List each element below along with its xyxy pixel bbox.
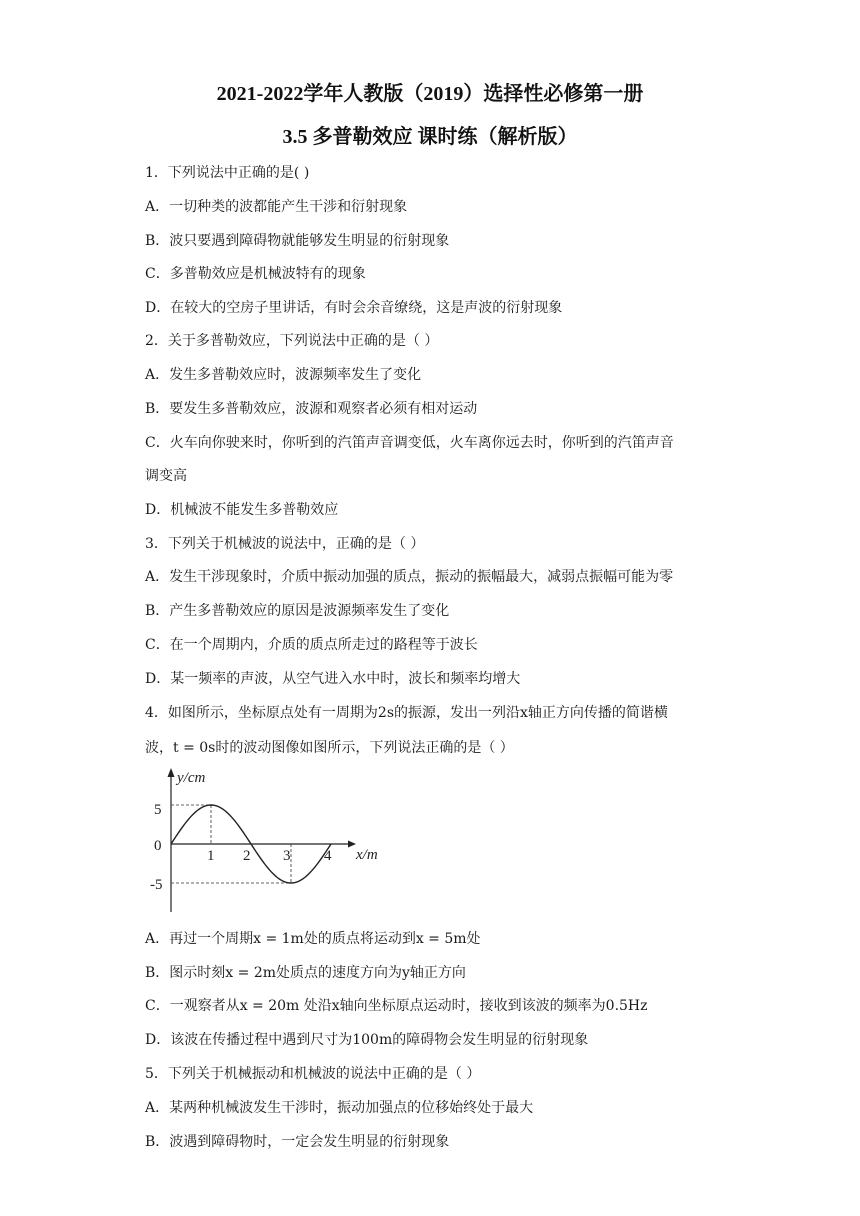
question-2-option-d: D．机械波不能发生多普勒效应: [145, 502, 339, 518]
question-2-option-c-continued: 调变高: [145, 468, 187, 484]
question-5-option-b: B．波遇到障碍物时，一定会发生明显的衍射现象: [145, 1134, 450, 1150]
question-4-stem: 4．如图所示，坐标原点处有一周期为2s的振源，发出一列沿x轴正方向传播的简谐横: [145, 705, 668, 721]
question-2-option-a: A．发生多普勒效应时，波源频率发生了变化: [145, 367, 422, 383]
x-tick-label: 3: [283, 848, 291, 864]
question-1-option-a: A．一切种类的波都能产生干涉和衍射现象: [145, 199, 408, 215]
wave-graph: [150, 766, 400, 916]
question-4-option-b: B．图示时刻x = 2m处质点的速度方向为y轴正方向: [145, 965, 466, 981]
question-4-stem-continued: 波，t = 0s时的波动图像如图所示，下列说法正确的是（ ）: [145, 740, 514, 756]
question-5-option-a: A．某两种机械波发生干涉时，振动加强点的位移始终处于最大: [145, 1100, 534, 1116]
question-4-option-a: A．再过一个周期x = 1m处的质点将运动到x = 5m处: [145, 931, 481, 947]
question-5-stem: 5．下列关于机械振动和机械波的说法中正确的是（ ）: [145, 1066, 481, 1082]
question-3-option-a: A．发生干涉现象时，介质中振动加强的质点，振动的振幅最大，减弱点振幅可能为零: [145, 569, 674, 585]
question-3-option-c: C．在一个周期内，介质的质点所走过的路程等于波长: [145, 637, 478, 653]
x-tick-label: 2: [243, 848, 251, 864]
question-1-option-c: C．多普勒效应是机械波特有的现象: [145, 266, 366, 282]
document-subtitle: 3.5 多普勒效应 课时练（解析版）: [282, 126, 578, 148]
question-4-option-c: C．一观察者从x = 20m 处沿x轴向坐标原点运动时，接收到该波的频率为0.5Hz: [145, 998, 648, 1014]
x-tick-label: 1: [207, 848, 215, 864]
y-tick-label: 0: [154, 838, 162, 854]
y-axis-label: y/cm: [177, 770, 206, 786]
question-3-option-d: D．某一频率的声波，从空气进入水中时，波长和频率均增大: [145, 671, 521, 687]
question-2-option-c: C．火车向你驶来时，你听到的汽笛声音调变低，火车离你远去时，你听到的汽笛声音: [145, 435, 674, 451]
question-3-option-b: B．产生多普勒效应的原因是波源频率发生了变化: [145, 603, 450, 619]
question-2-option-b: B．要发生多普勒效应，波源和观察者必须有相对运动: [145, 401, 478, 417]
question-1-stem: 1．下列说法中正确的是( ): [145, 165, 310, 181]
question-3-stem: 3．下列关于机械波的说法中，正确的是（ ）: [145, 536, 425, 552]
y-tick-label: -5: [150, 877, 163, 893]
x-axis-label: x/m: [356, 847, 378, 863]
y-tick-label: 5: [154, 802, 162, 818]
y-axis-arrow-icon: [168, 768, 175, 777]
question-2-stem: 2．关于多普勒效应，下列说法中正确的是（ ）: [145, 333, 439, 349]
x-axis-arrow-icon: [348, 841, 356, 848]
question-1-option-d: D．在较大的空房子里讲话，有时会余音缭绕，这是声波的衍射现象: [145, 300, 563, 316]
question-1-option-b: B．波只要遇到障碍物就能够发生明显的衍射现象: [145, 233, 450, 249]
x-tick-label: 4: [324, 848, 332, 864]
question-4-option-d: D．该波在传播过程中遇到尺寸为100m的障碍物会发生明显的衍射现象: [145, 1032, 589, 1048]
document-title: 2021-2022学年人教版（2019）选择性必修第一册: [216, 83, 644, 105]
